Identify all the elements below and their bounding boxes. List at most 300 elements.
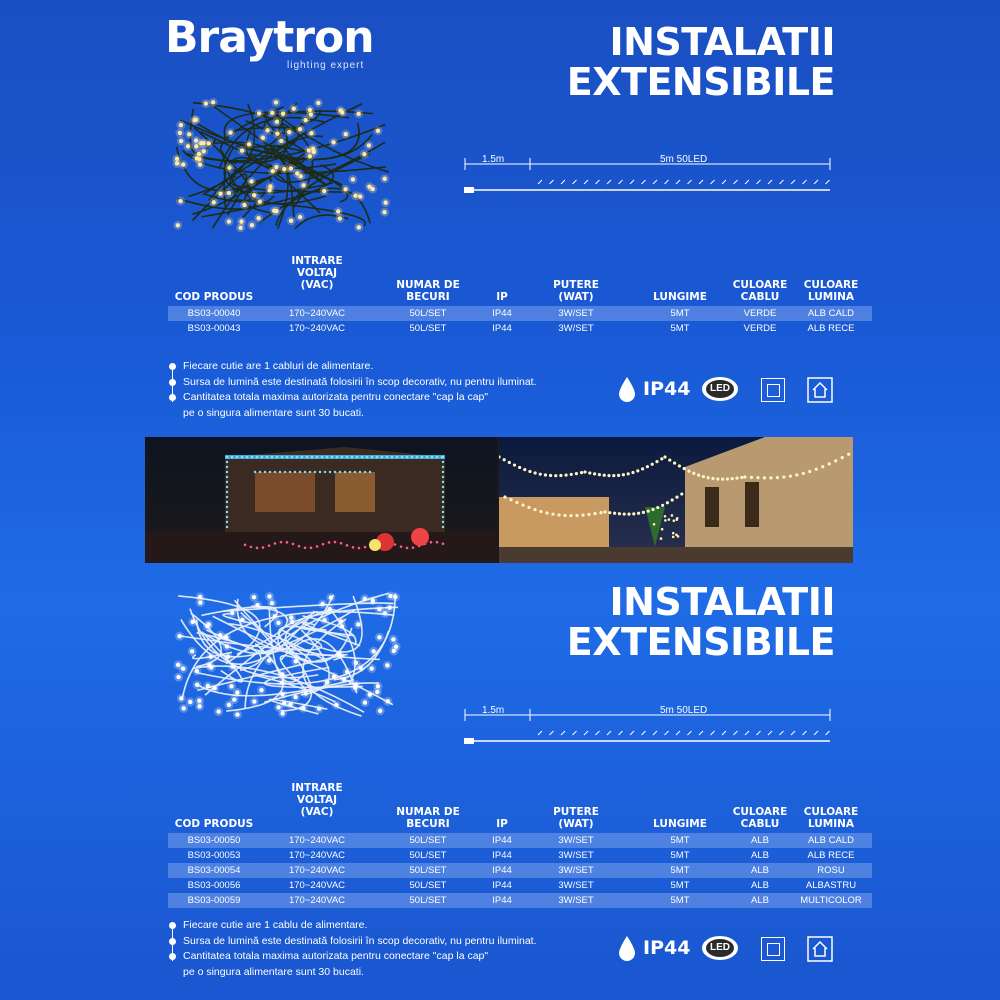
light-dot: [651, 463, 654, 466]
bulb: [344, 132, 348, 136]
bulb: [240, 618, 244, 622]
table-cell: 5MT: [630, 833, 730, 848]
table-cell: 3W/SET: [558, 323, 594, 334]
light-dot: [274, 542, 277, 545]
bulb: [191, 620, 195, 624]
bulb: [308, 108, 312, 112]
bulb: [216, 709, 220, 713]
decor-photo-strip: [145, 437, 853, 563]
bulb: [258, 199, 262, 203]
light-dot: [324, 471, 326, 473]
light-dot: [286, 456, 289, 459]
light-dot: [349, 471, 351, 473]
light-dot: [731, 477, 734, 480]
light-dot: [391, 456, 394, 459]
bulb: [181, 706, 185, 710]
table-cell: 3W/SET: [522, 833, 630, 848]
table-cell: IP44: [482, 833, 522, 848]
light-dot: [593, 512, 596, 515]
light-dot: [795, 473, 798, 476]
bulb: [274, 209, 278, 213]
light-dot: [226, 506, 228, 508]
light-dot: [735, 476, 738, 479]
section2-title-line2: EXTENSIBILE: [566, 620, 835, 664]
table-cell: ALB RECE: [807, 850, 855, 861]
light-dot: [316, 545, 319, 548]
light-dot: [421, 456, 424, 459]
bulb: [187, 132, 191, 136]
light-dot: [588, 471, 591, 474]
bulb: [176, 663, 180, 667]
light-dot: [358, 547, 361, 550]
spec-table-1: [168, 255, 872, 336]
water-drop-icon: [617, 935, 637, 962]
bulb: [280, 672, 284, 676]
table-cell: VERDE: [743, 323, 777, 334]
diagram-lead-label: 1.5m: [482, 705, 505, 716]
light-dot: [442, 466, 444, 468]
light-dot: [280, 541, 283, 544]
col-voltaj: INTRARE VOLTAJ (VAC): [291, 255, 343, 291]
bulb: [367, 143, 371, 147]
table-cell: 170~240VAC: [288, 323, 346, 334]
bulb: [292, 106, 296, 110]
bulb: [383, 200, 387, 204]
light-dot: [651, 508, 654, 511]
table-cell: BS03-00053: [187, 850, 241, 861]
bulb: [265, 128, 269, 132]
bulb: [383, 611, 387, 615]
water-drop-icon: [617, 376, 637, 403]
brand-logo: Braytron: [165, 12, 374, 63]
light-dot: [789, 475, 792, 478]
table-cell: 170~240VAC: [288, 850, 346, 861]
bulb: [179, 139, 183, 143]
bulb: [358, 665, 362, 669]
bulb: [207, 141, 211, 145]
feature-icons-1: [617, 375, 837, 405]
light-dot: [416, 456, 419, 459]
bulb: [225, 644, 229, 648]
light-dot: [442, 516, 444, 518]
bulb: [293, 695, 297, 699]
light-dot: [226, 501, 228, 503]
bulb: [235, 712, 239, 716]
bulb: [363, 700, 367, 704]
light-dot: [359, 471, 361, 473]
bulb: [312, 150, 316, 154]
bulb: [351, 177, 355, 181]
light-dot: [226, 461, 228, 463]
light-dot: [782, 475, 785, 478]
table-header-row: [168, 782, 872, 833]
light-dot: [697, 473, 700, 476]
table-cell: 50L/SET: [409, 880, 447, 891]
table-cell: ALB RECE: [807, 323, 855, 334]
bulb: [195, 683, 199, 687]
bulb: [362, 152, 366, 156]
brand-tagline: lighting expert: [287, 60, 365, 71]
light-dot: [808, 470, 811, 473]
light-dot: [442, 542, 445, 545]
notes-1: [167, 359, 537, 421]
ip-rating: IP44: [643, 378, 691, 400]
bulb: [179, 123, 183, 127]
bulb: [261, 136, 265, 140]
bulb: [209, 665, 213, 669]
bullet-dot: [169, 922, 176, 929]
bulb: [320, 602, 324, 606]
light-dot: [442, 461, 444, 463]
table-cell: 50L/SET: [374, 306, 482, 321]
light-dot: [442, 456, 444, 458]
light-dot: [226, 471, 228, 473]
col-putere: PUTERE (WAT): [553, 806, 599, 830]
light-dot: [692, 472, 695, 475]
light-dot: [246, 456, 249, 459]
light-dot: [513, 463, 516, 466]
light-dot: [503, 495, 506, 498]
light-dot: [340, 542, 343, 545]
light-dot: [241, 456, 244, 459]
led-ticks: [538, 731, 830, 735]
light-dot: [304, 471, 306, 473]
light-dot: [430, 541, 433, 544]
bulb: [343, 187, 347, 191]
light-dot: [346, 456, 349, 459]
bulb: [383, 177, 387, 181]
light-dot: [716, 477, 719, 480]
bulb: [176, 675, 180, 679]
bulb: [289, 615, 293, 619]
note-item-cont: pe o singura alimentare sunt 30 bucati.: [183, 406, 364, 419]
light-dot: [334, 541, 337, 544]
bulb: [342, 677, 346, 681]
light-dot: [671, 498, 674, 501]
light-dot: [316, 456, 319, 459]
light-dot: [641, 467, 644, 470]
table-cell: ALB: [751, 850, 769, 861]
table-cell: 3W/SET: [558, 880, 594, 891]
table-cell: ROSU: [790, 863, 872, 878]
bulb: [275, 120, 279, 124]
light-dot: [664, 519, 667, 522]
light-dot: [613, 512, 616, 515]
table-cell: IP44: [492, 323, 512, 334]
light-dot: [687, 469, 690, 472]
string-diagram-1: [460, 152, 835, 202]
light-dot: [711, 477, 714, 480]
bulb: [227, 703, 231, 707]
bulb: [213, 686, 217, 690]
bulb: [316, 101, 320, 105]
table-row: [168, 848, 872, 863]
bulb: [226, 654, 230, 658]
light-dot: [281, 456, 284, 459]
bulb: [204, 101, 208, 105]
light-dot: [828, 462, 831, 465]
table-cell: ALBASTRU: [805, 880, 857, 891]
light-dot: [292, 543, 295, 546]
light-dot: [381, 456, 384, 459]
light-dot: [431, 456, 434, 459]
light-dot: [612, 474, 615, 477]
bulb: [280, 711, 284, 715]
table-cell: IP44: [482, 863, 522, 878]
light-dot: [539, 510, 542, 513]
light-dot: [675, 518, 678, 521]
light-dot: [647, 510, 650, 513]
light-dot: [740, 476, 743, 479]
bulb: [377, 635, 381, 639]
light-dot: [310, 547, 313, 550]
light-dot: [533, 508, 536, 511]
note-item: Fiecare cutie are 1 cabluri de alimentare.: [167, 359, 537, 375]
led-icon: [702, 377, 738, 401]
section1-title: [435, 22, 835, 102]
light-dot: [226, 511, 228, 513]
bulb: [239, 219, 243, 223]
decor-photos: [145, 437, 853, 563]
bulb: [177, 634, 181, 638]
light-dot: [756, 476, 759, 479]
col-lumina: CULOARE LUMINA: [803, 279, 859, 303]
light-dot: [534, 471, 537, 474]
table-cell: IP44: [492, 850, 512, 861]
light-dot: [328, 541, 331, 544]
light-dot: [678, 464, 681, 467]
led-ticks: [538, 180, 830, 184]
light-dot: [539, 473, 542, 476]
bulb: [273, 614, 277, 618]
bulb: [357, 225, 361, 229]
col-lungime: LUNGIME: [653, 818, 707, 830]
table-cell: 3W/SET: [522, 863, 630, 878]
table-cell: BS03-00054: [168, 863, 260, 878]
table-cell: 5MT: [670, 850, 690, 861]
bulb: [206, 622, 210, 626]
light-dot: [298, 545, 301, 548]
light-dot: [251, 456, 254, 459]
light-dot: [603, 474, 606, 477]
light-dot: [301, 456, 304, 459]
bulb: [378, 709, 382, 713]
bulb: [332, 674, 336, 678]
light-dot: [580, 471, 583, 474]
bulb: [338, 216, 342, 220]
bulb: [382, 210, 386, 214]
bulb: [376, 129, 380, 133]
section1-title-line2: EXTENSIBILE: [566, 60, 835, 104]
light-dot: [677, 535, 680, 538]
bulb: [188, 700, 192, 704]
light-dot: [702, 475, 705, 478]
bullet-dot: [169, 953, 176, 960]
light-dot: [226, 516, 228, 518]
bulb: [232, 697, 236, 701]
bulb: [274, 100, 278, 104]
light-dot: [321, 456, 324, 459]
table-cell: 3W/SET: [522, 893, 630, 908]
bulb: [363, 597, 367, 601]
light-dot: [269, 471, 271, 473]
light-dot: [841, 456, 844, 459]
light-dot: [750, 476, 753, 479]
table-cell: 170~240VAC: [260, 833, 374, 848]
light-dot: [668, 518, 671, 521]
bulb: [267, 658, 271, 662]
bulb: [250, 223, 254, 227]
diagram-lead-label: 1.5m: [482, 154, 505, 165]
light-dot: [406, 456, 409, 459]
table-cell: BS03-00056: [187, 880, 241, 891]
light-dot: [442, 506, 444, 508]
product-image-white-wire: [165, 583, 410, 728]
light-dot: [521, 503, 524, 506]
bulb: [267, 594, 271, 598]
light-dot: [575, 472, 578, 475]
bulb: [377, 607, 381, 611]
light-dot: [707, 476, 710, 479]
table-cell: ALB: [730, 893, 790, 908]
light-dot: [545, 511, 548, 514]
light-dot: [442, 471, 444, 473]
light-dot: [636, 469, 639, 472]
col-ip: IP: [496, 291, 508, 303]
table-cell: MULTICOLOR: [790, 893, 872, 908]
light-dot: [569, 514, 572, 517]
bulb: [356, 112, 360, 116]
col-lumina: CULOARE LUMINA: [803, 806, 859, 830]
bulb: [238, 226, 242, 230]
light-dot: [396, 456, 399, 459]
bulb: [298, 215, 302, 219]
bulb: [325, 680, 329, 684]
bulb: [179, 696, 183, 700]
light-dot: [226, 486, 228, 488]
light-dot: [442, 526, 444, 528]
light-dot: [617, 474, 620, 477]
light-dot: [564, 473, 567, 476]
light-dot: [508, 461, 511, 464]
col-putere: PUTERE (WAT): [553, 279, 599, 303]
table-row: [168, 321, 872, 336]
bulb: [229, 684, 233, 688]
light-dot: [663, 455, 666, 458]
table-cell: ALB: [730, 863, 790, 878]
bulb: [368, 692, 372, 696]
light-dot: [314, 471, 316, 473]
bulb: [276, 705, 280, 709]
bullet-dot: [169, 938, 176, 945]
table-cell: 5MT: [630, 893, 730, 908]
diagram-string-label: 5m 50LED: [660, 154, 708, 165]
diagram-drawing: [460, 703, 835, 753]
bulb: [252, 193, 256, 197]
light-dot: [671, 514, 674, 517]
light-dot: [442, 521, 444, 523]
bulb: [195, 156, 199, 160]
bulb: [282, 701, 286, 705]
light-dot: [442, 496, 444, 498]
bulb: [280, 681, 284, 685]
bulb: [298, 127, 302, 131]
bulb: [393, 595, 397, 599]
table-cell: 50L/SET: [374, 833, 482, 848]
bullet-dot: [169, 394, 176, 401]
led-label: LED: [706, 939, 734, 957]
light-dot: [675, 495, 678, 498]
light-dot: [442, 511, 444, 513]
bulb: [279, 139, 283, 143]
bulb: [376, 684, 380, 688]
section2-title: [435, 582, 835, 662]
light-dot: [244, 544, 247, 547]
bulb: [256, 216, 260, 220]
light-dot: [436, 456, 439, 459]
light-dot: [680, 492, 683, 495]
note-item-cont: pe o singura alimentare sunt 30 bucati.: [183, 965, 364, 978]
bulb: [212, 200, 216, 204]
light-dot: [411, 456, 414, 459]
light-dot: [527, 506, 530, 509]
bulb: [299, 174, 303, 178]
light-dot: [655, 460, 658, 463]
bulb: [304, 691, 308, 695]
col-voltaj: INTRARE VOLTAJ (VAC): [291, 782, 343, 818]
light-dot: [294, 471, 296, 473]
light-dot: [284, 471, 286, 473]
table-cell: BS03-00050: [168, 833, 260, 848]
light-dot: [627, 472, 630, 475]
bulb: [275, 131, 279, 135]
light-dot: [344, 471, 346, 473]
light-dot: [593, 472, 596, 475]
light-dot: [226, 491, 228, 493]
light-dot: [821, 465, 824, 468]
table-row: [168, 893, 872, 908]
indoor-outdoor-icon: [807, 936, 833, 962]
bulb: [371, 649, 375, 653]
bulb: [211, 100, 215, 104]
table-row: [168, 306, 872, 321]
light-dot: [289, 471, 291, 473]
bulb: [249, 179, 253, 183]
bulb: [329, 595, 333, 599]
table-cell: 5MT: [630, 863, 730, 878]
light-dot: [834, 459, 837, 462]
table-cell: 50L/SET: [409, 850, 447, 861]
light-dot: [583, 470, 586, 473]
bulb: [327, 607, 331, 611]
light-dot: [386, 456, 389, 459]
light-dot: [226, 526, 228, 528]
bulb: [354, 682, 358, 686]
table-cell: 50L/SET: [374, 893, 482, 908]
light-dot: [264, 471, 266, 473]
table-cell: 5MT: [670, 323, 690, 334]
note-item: Sursa de lumină este destinată folosirii în scop decorativ, nu pentru iluminat.: [167, 934, 537, 950]
light-dot: [306, 456, 309, 459]
light-dot: [668, 458, 671, 461]
bulb: [247, 142, 251, 146]
bulb: [192, 118, 196, 122]
bulb: [206, 684, 210, 688]
table-header-row: [168, 255, 872, 306]
light-dot: [776, 476, 779, 479]
table-cell: 3W/SET: [558, 850, 594, 861]
light-dot: [346, 544, 349, 547]
